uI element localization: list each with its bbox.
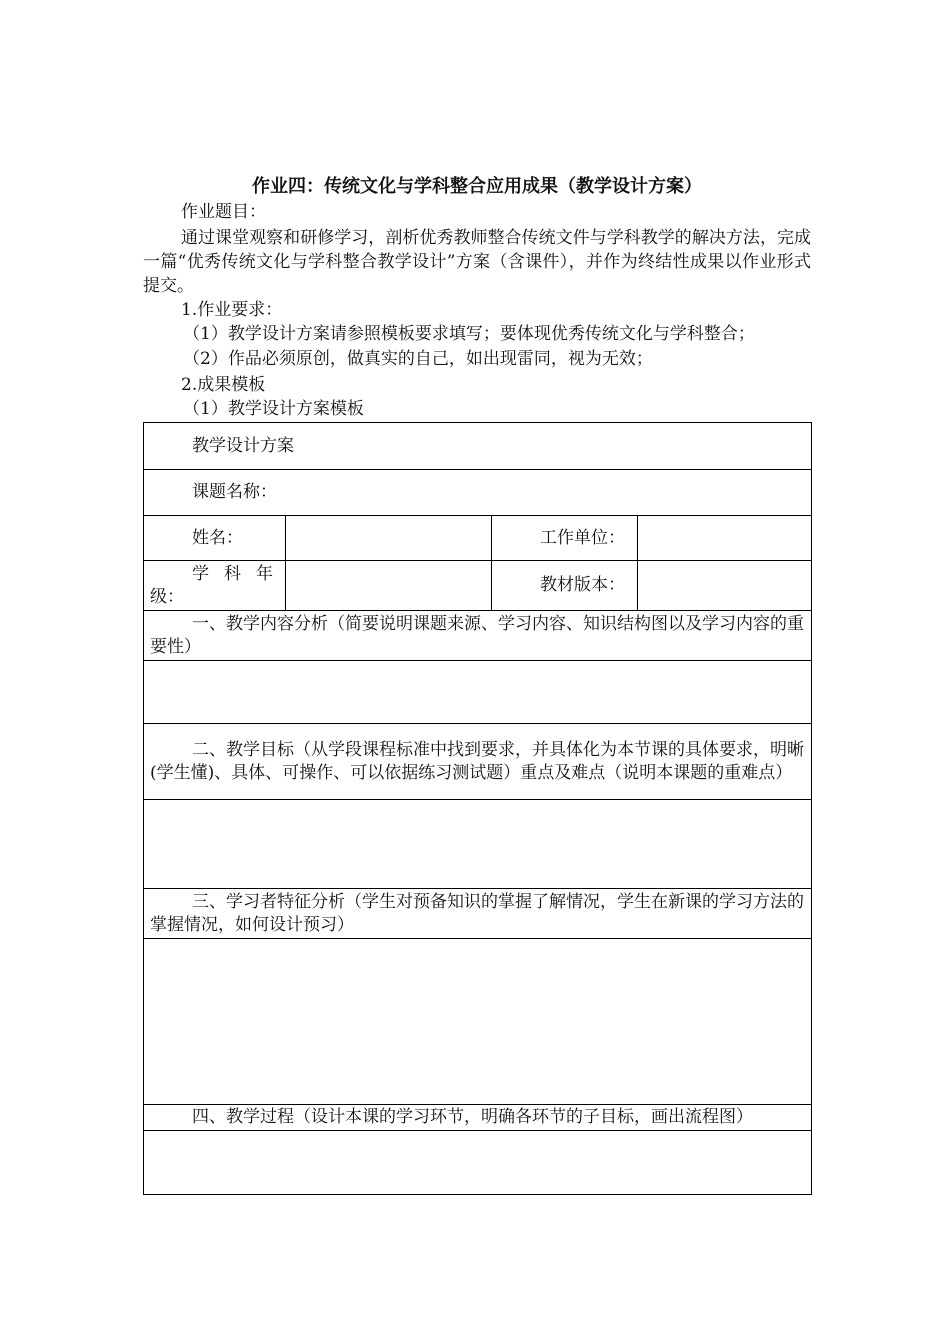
subject-char-3: 年: [256, 563, 273, 584]
section-2-field[interactable]: [144, 800, 812, 889]
section-4-body: [144, 1131, 812, 1195]
section-1-field[interactable]: [144, 661, 812, 724]
name-field[interactable]: [286, 516, 492, 561]
template-row-title: [144, 423, 812, 470]
name-label: 姓名：: [144, 516, 286, 561]
section-3-body: [144, 939, 812, 1105]
section-1-label: 一、教学内容分析（简要说明课题来源、学习内容、知识结构图以及学习内容的重要性）: [144, 611, 812, 661]
template-row-subject: [144, 561, 812, 611]
template-row-name: [144, 516, 812, 561]
requirements-heading: 1.作业要求：: [181, 300, 283, 320]
topic-label: 作业题目：: [181, 202, 266, 222]
work-unit-label: 工作单位：: [492, 516, 638, 561]
template-heading: 2.成果模板: [181, 375, 266, 395]
lesson-design-template: [143, 422, 812, 1195]
subject-char-1: 学: [192, 563, 209, 584]
section-2-body: [144, 800, 812, 889]
intro-paragraph: 通过课堂观察和研修学习，剖析优秀教师整合传统文件与学科教学的解决方法，完成一篇“优秀传统文化与学科整合教学设计”方案（含课件），并作为终结性成果以作业形式提交。: [143, 228, 811, 296]
textbook-edition-field[interactable]: [638, 561, 812, 611]
subject-grade-label: [144, 561, 286, 611]
section-4-header: [144, 1105, 812, 1131]
subject-grade-field[interactable]: [286, 561, 492, 611]
requirement-1: （1）教学设计方案请参照模板要求填写；要体现优秀传统文化与学科整合；: [183, 324, 755, 344]
document-title: 作业四：传统文化与学科整合应用成果（教学设计方案）: [252, 176, 702, 197]
subject-char-2: 科: [224, 563, 241, 584]
section-1-body: [144, 661, 812, 724]
subject-char-4: 级：: [150, 586, 184, 607]
section-1-header: [144, 611, 812, 661]
requirement-2: （2）作品必须原创，做真实的自己，如出现雷同，视为无效；: [183, 349, 653, 369]
section-2-header: [144, 724, 812, 800]
section-3-label: 三、学习者特征分析（学生对预备知识的掌握了解情况，学生在新课的学习方法的掌握情况，如何设计预习）: [144, 889, 812, 939]
section-2-label: 二、教学目标（从学段课程标准中找到要求，并具体化为本节课的具体要求，明晰(学生懂)、具体、可操作、可以依据练习测试题）重点及难点（说明本课题的重难点）: [144, 724, 812, 800]
template-subheading: （1）教学设计方案模板: [183, 399, 364, 419]
template-row-course: [144, 470, 812, 516]
section-3-field[interactable]: [144, 939, 812, 1105]
section-3-header: [144, 889, 812, 939]
course-name-label: 课题名称：: [144, 470, 812, 516]
textbook-edition-label: 教材版本：: [492, 561, 638, 611]
section-4-label: 四、教学过程（设计本课的学习环节，明确各环节的子目标，画出流程图）: [144, 1105, 812, 1131]
work-unit-field[interactable]: [638, 516, 812, 561]
section-4-field[interactable]: [144, 1131, 812, 1195]
template-title-cell: 教学设计方案: [144, 423, 812, 470]
